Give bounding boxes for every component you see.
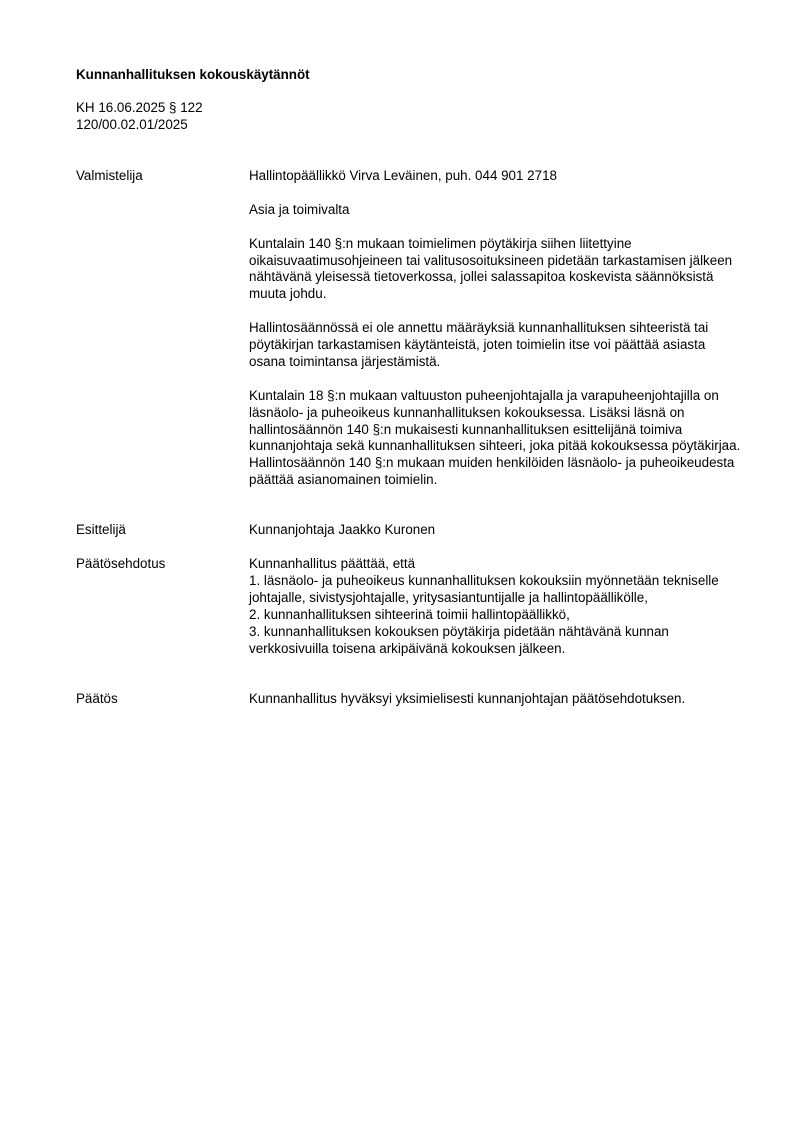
paragraph-2: Hallintosäännössä ei ole annettu määräyksiä kunnanhallituksen sihteeristä tai pöytäkirjan tarkastamisen käytänteistä, joten toimielin itse voi päättää asiasta osana toimintansa järjestämistä.	[249, 320, 709, 369]
proposal-item-2: 2. kunnanhallituksen sihteerinä toimii hallintopäällikkö,	[249, 606, 570, 622]
meeting-reference	[76, 100, 203, 134]
decision-label: Päätös	[76, 691, 118, 706]
presenter-label: Esittelijä	[76, 522, 126, 537]
paragraph-1: Kuntalain 140 §:n mukaan toimielimen pöytäkirja siihen liitettyine oikaisuvaatimusohjeineen tai valitusosoituksineen pidetään tarkastamisen jälkeen nähtävänä yleisessä tietoverkossa, jollei salassapitoa koskevista säännöksistä muuta johdu.	[249, 235, 733, 302]
proposal-intro: Kunnanhallitus päättää, että	[249, 556, 416, 571]
preparer-value: Hallintopäällikkö Virva Leväinen, puh. 044 901 2718	[249, 168, 557, 183]
proposal-label: Päätösehdotus	[76, 556, 166, 571]
paragraph-3: Kuntalain 18 §:n mukaan valtuuston puheenjohtajalla ja varapuheenjohtajilla on läsnäolo- ja puheoikeus kunnanhallituksen kokouksessa. Lisäksi läsnä on hallintosäännön 140 §:n mukaisesti kunnanhallituksen esittelijänä toimiva kunnanjohtaja sekä kunnanhallituksen sihteeri, joka pitää kokouksessa pöytäkirjaa. Hallintosäännön 140 §:n mukaan muiden henkilöiden läsnäolo- ja puheoikeudesta päättää asianomainen toimielin.	[249, 387, 741, 488]
decision-content	[249, 691, 741, 708]
section-heading: Asia ja toimivalta	[249, 201, 350, 217]
preparer-content	[249, 168, 741, 489]
proposal-item-1: 1. läsnäolo- ja puheoikeus kunnanhallituksen kokouksiin myönnetään tekniselle johtajalle, sivistysjohtajalle, yritysasiantuntijalle ja hallintopäällikölle,	[249, 572, 719, 605]
meeting-date-section: KH 16.06.2025 § 122	[76, 100, 203, 115]
decision-value: Kunnanhallitus hyväksyi yksimielisesti kunnanjohtajan päätösehdotuksen.	[249, 691, 686, 706]
presenter-content	[249, 522, 741, 539]
document-title: Kunnanhallituksen kokouskäytännöt	[76, 67, 310, 82]
proposal-item-3: 3. kunnanhallituksen kokouksen pöytäkirja pidetään nähtävänä kunnan verkkosivuilla toisena arkipäivänä kokouksen jälkeen.	[249, 623, 669, 656]
proposal-content	[249, 556, 741, 657]
presenter-value: Kunnanjohtaja Jaakko Kuronen	[249, 522, 436, 537]
preparer-label: Valmistelija	[76, 168, 143, 183]
diary-number: 120/00.02.01/2025	[76, 116, 188, 132]
